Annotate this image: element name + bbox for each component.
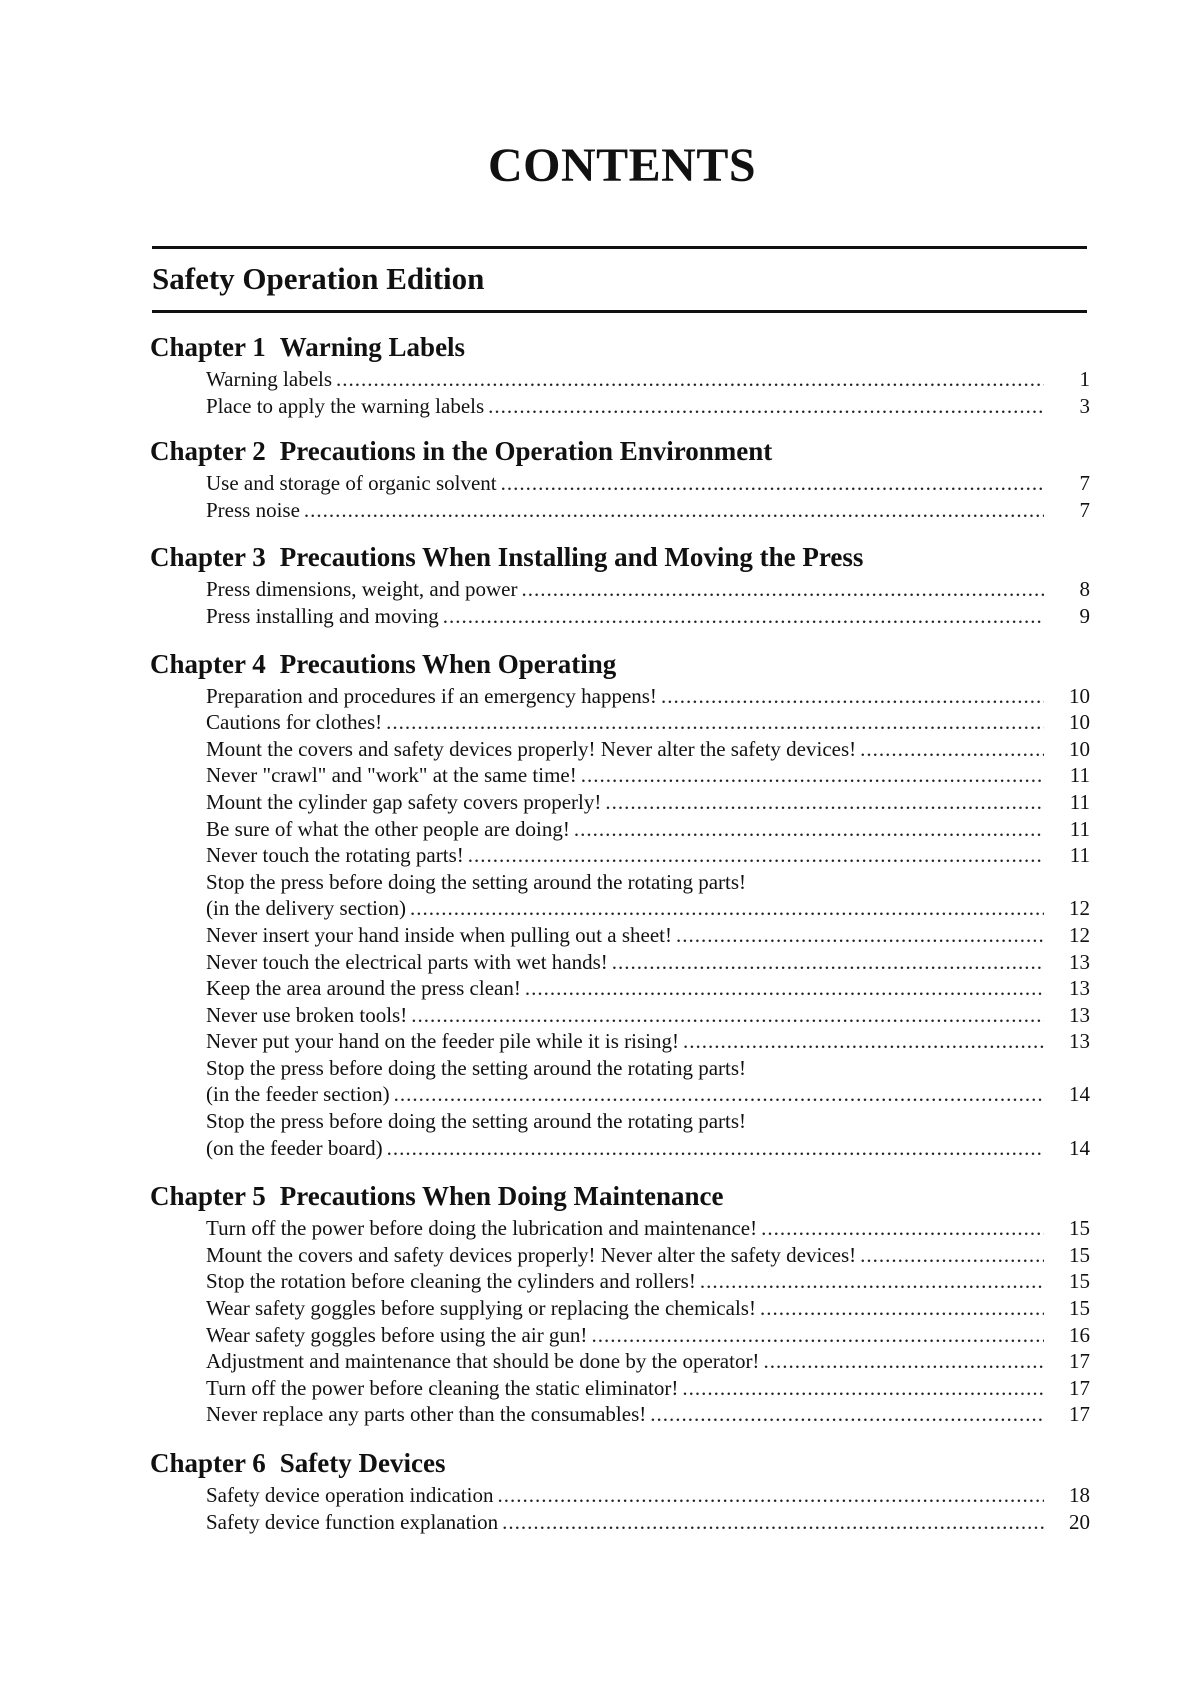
entry-text: Wear safety goggles before supplying or replacing the chemicals!	[206, 1295, 760, 1322]
dot-leader	[760, 1295, 1044, 1322]
toc-entry-line	[206, 1108, 1090, 1135]
page-number: 11	[1069, 843, 1090, 868]
dot-leader	[411, 1002, 1044, 1029]
toc-entry	[206, 1081, 1090, 1108]
toc-entry	[206, 1348, 1090, 1375]
dot-leader	[525, 975, 1044, 1002]
entry-text: Stop the press before doing the setting around the rotating parts!	[206, 869, 747, 894]
toc-entry	[206, 1135, 1090, 1162]
entry-text: Mount the covers and safety devices properly! Never alter the safety devices!	[206, 736, 860, 763]
page-number: 15	[1069, 1216, 1090, 1241]
dot-leader	[387, 1135, 1044, 1162]
edition-title: Safety Operation Edition	[152, 261, 485, 296]
entry-text: Wear safety goggles before using the air gun!	[206, 1322, 591, 1349]
chapter-title: Precautions When Doing Maintenance	[279, 1181, 724, 1212]
chapter-number: Chapter 1	[150, 332, 266, 362]
page-number: 16	[1069, 1322, 1090, 1347]
toc-entry	[206, 576, 1090, 603]
entry-text: (in the feeder section)	[206, 1081, 394, 1108]
entry-text: Never put your hand on the feeder pile while it is rising!	[206, 1028, 683, 1055]
chapter-title: Precautions in the Operation Environment	[279, 436, 773, 467]
page-number: 15	[1069, 1269, 1090, 1294]
page-number: 14	[1069, 1135, 1090, 1160]
toc-entry	[206, 842, 1090, 869]
dot-leader	[700, 1268, 1044, 1295]
page-number: 11	[1069, 789, 1090, 814]
toc-entry	[206, 1401, 1090, 1428]
toc-entry	[206, 1295, 1090, 1322]
entry-text: Safety device function explanation	[206, 1509, 502, 1536]
toc-entry	[206, 1002, 1090, 1029]
page-number: 14	[1069, 1082, 1090, 1107]
entry-text: Stop the press before doing the setting around the rotating parts!	[206, 1109, 747, 1134]
toc-entry	[206, 709, 1090, 736]
toc-entry	[206, 1482, 1090, 1509]
chapter-spacer	[150, 419, 1090, 434]
entry-list	[206, 1215, 1090, 1428]
dot-leader	[591, 1322, 1044, 1349]
entry-text: Keep the area around the press clean!	[206, 975, 525, 1002]
chapter-heading	[150, 330, 1090, 366]
entry-text: Use and storage of organic solvent	[206, 470, 501, 497]
entry-text: Mount the covers and safety devices properly! Never alter the safety devices!	[206, 1242, 860, 1269]
entry-list	[206, 366, 1090, 419]
toc-entry	[206, 366, 1090, 393]
toc-entry	[206, 816, 1090, 843]
dot-leader	[304, 497, 1044, 524]
chapter-spacer	[150, 1161, 1090, 1179]
entry-text: Never touch the electrical parts with wet hands!	[206, 949, 612, 976]
entry-text: Preparation and procedures if an emergency happens!	[206, 683, 661, 710]
dot-leader	[497, 1482, 1044, 1509]
toc-entry	[206, 470, 1090, 497]
toc-entry	[206, 603, 1090, 630]
edition-bottom-rule	[152, 310, 1087, 313]
entry-text: Press noise	[206, 497, 304, 524]
page-number: 17	[1069, 1402, 1090, 1427]
chapter-spacer	[150, 630, 1090, 647]
chapter-title: Safety Devices	[279, 1448, 446, 1478]
chapter-heading	[150, 434, 1090, 470]
toc-entry	[206, 762, 1090, 789]
dot-leader	[468, 842, 1044, 869]
dot-leader	[676, 922, 1044, 949]
dot-leader	[860, 1242, 1044, 1269]
toc-entry	[206, 1268, 1090, 1295]
page-number: 1	[1079, 367, 1090, 391]
entry-text: Never touch the rotating parts!	[206, 842, 468, 869]
chapter-section	[150, 540, 1090, 629]
toc-entry	[206, 497, 1090, 524]
chapter-section	[150, 1179, 1090, 1428]
toc-entry	[206, 1375, 1090, 1402]
chapter-title: Precautions When Operating	[279, 648, 617, 679]
page-number: 17	[1069, 1349, 1090, 1374]
entry-text: Never replace any parts other than the consumables!	[206, 1401, 650, 1428]
table-of-contents	[150, 330, 1090, 1535]
dot-leader	[581, 762, 1044, 789]
page-number: 7	[1079, 497, 1090, 522]
page-number: 3	[1079, 393, 1090, 418]
dot-leader	[860, 736, 1044, 763]
chapter-heading	[150, 647, 1090, 683]
chapter-number: Chapter 3	[150, 542, 266, 573]
entry-text: (in the delivery section)	[206, 895, 410, 922]
dot-leader	[488, 393, 1044, 420]
entry-text: Never "crawl" and "work" at the same time!	[206, 762, 581, 789]
entry-list	[206, 576, 1090, 629]
toc-entry	[206, 895, 1090, 922]
toc-entry	[206, 393, 1090, 420]
entry-text: Turn off the power before cleaning the static eliminator!	[206, 1375, 682, 1402]
chapter-spacer	[150, 1428, 1090, 1446]
dot-leader	[394, 1081, 1044, 1108]
entry-list	[206, 470, 1090, 523]
chapter-number: Chapter 6	[150, 1448, 266, 1478]
chapter-spacer	[150, 523, 1090, 540]
chapter-number: Chapter 2	[150, 436, 266, 467]
dot-leader	[682, 1375, 1044, 1402]
toc-entry	[206, 922, 1090, 949]
dot-leader	[683, 1028, 1044, 1055]
chapter-section	[150, 330, 1090, 419]
dot-leader	[605, 789, 1044, 816]
dot-leader	[443, 603, 1044, 630]
toc-entry	[206, 975, 1090, 1002]
page-title: CONTENTS	[487, 139, 757, 192]
page-number: 7	[1079, 471, 1090, 496]
chapter-heading	[150, 540, 1090, 576]
toc-entry	[206, 1322, 1090, 1349]
entry-text: Place to apply the warning labels	[206, 393, 488, 420]
entry-text: (on the feeder board)	[206, 1135, 387, 1162]
page-number: 17	[1069, 1375, 1090, 1400]
toc-entry	[206, 736, 1090, 763]
chapter-section	[150, 1446, 1090, 1535]
chapter-title: Warning Labels	[279, 332, 466, 362]
entry-text: Mount the cylinder gap safety covers properly!	[206, 789, 605, 816]
chapter-number: Chapter 4	[150, 648, 266, 679]
entry-text: Safety device operation indication	[206, 1482, 497, 1509]
toc-entry	[206, 1028, 1090, 1055]
page-number: 9	[1079, 603, 1090, 628]
chapter-number: Chapter 5	[150, 1181, 266, 1212]
dot-leader	[612, 949, 1044, 976]
page-number: 11	[1069, 816, 1090, 841]
chapter-heading	[150, 1446, 1090, 1482]
entry-text: Press installing and moving	[206, 603, 443, 630]
dot-leader	[336, 366, 1044, 393]
chapter-title: Precautions When Installing and Moving the Press	[279, 542, 864, 573]
dot-leader	[661, 683, 1044, 710]
entry-text: Warning labels	[206, 366, 336, 393]
page-number: 13	[1069, 949, 1090, 974]
page-number: 12	[1069, 896, 1090, 921]
toc-entry-line	[206, 1055, 1090, 1082]
entry-text: Adjustment and maintenance that should be done by the operator!	[206, 1348, 763, 1375]
entry-list	[206, 683, 1090, 1162]
entry-list	[206, 1482, 1090, 1535]
toc-entry	[206, 1215, 1090, 1242]
entry-text: Be sure of what the other people are doing!	[206, 816, 574, 843]
page-number: 20	[1069, 1509, 1090, 1534]
dot-leader	[501, 470, 1044, 497]
dot-leader	[386, 709, 1044, 736]
dot-leader	[502, 1509, 1044, 1536]
dot-leader	[521, 576, 1044, 603]
toc-entry	[206, 1242, 1090, 1269]
page-number: 13	[1069, 976, 1090, 1001]
page-number: 12	[1069, 922, 1090, 947]
entry-text: Press dimensions, weight, and power	[206, 576, 521, 603]
dot-leader	[410, 895, 1044, 922]
page-number: 15	[1069, 1242, 1090, 1267]
page-number: 13	[1069, 1002, 1090, 1027]
chapter-heading	[150, 1179, 1090, 1215]
entry-text: Stop the press before doing the setting around the rotating parts!	[206, 1055, 747, 1080]
page-number: 8	[1079, 577, 1090, 602]
page-number: 18	[1069, 1483, 1090, 1507]
entry-text: Stop the rotation before cleaning the cylinders and rollers!	[206, 1268, 700, 1295]
chapter-section	[150, 647, 1090, 1162]
toc-entry	[206, 683, 1090, 710]
dot-leader	[761, 1215, 1044, 1242]
entry-text: Never use broken tools!	[206, 1002, 411, 1029]
page-number: 13	[1069, 1029, 1090, 1054]
dot-leader	[574, 816, 1044, 843]
page-number: 11	[1069, 763, 1090, 788]
edition-top-rule	[152, 246, 1087, 249]
toc-entry	[206, 949, 1090, 976]
toc-entry	[206, 1509, 1090, 1536]
page-number: 15	[1069, 1296, 1090, 1321]
page-number: 10	[1069, 736, 1090, 761]
toc-entry	[206, 789, 1090, 816]
entry-text: Turn off the power before doing the lubrication and maintenance!	[206, 1215, 761, 1242]
page-number: 10	[1069, 683, 1090, 708]
dot-leader	[650, 1401, 1044, 1428]
entry-text: Cautions for clothes!	[206, 709, 386, 736]
dot-leader	[763, 1348, 1044, 1375]
page-number: 10	[1069, 710, 1090, 735]
chapter-section	[150, 434, 1090, 523]
toc-entry-line	[206, 869, 1090, 896]
entry-text: Never insert your hand inside when pulling out a sheet!	[206, 922, 676, 949]
